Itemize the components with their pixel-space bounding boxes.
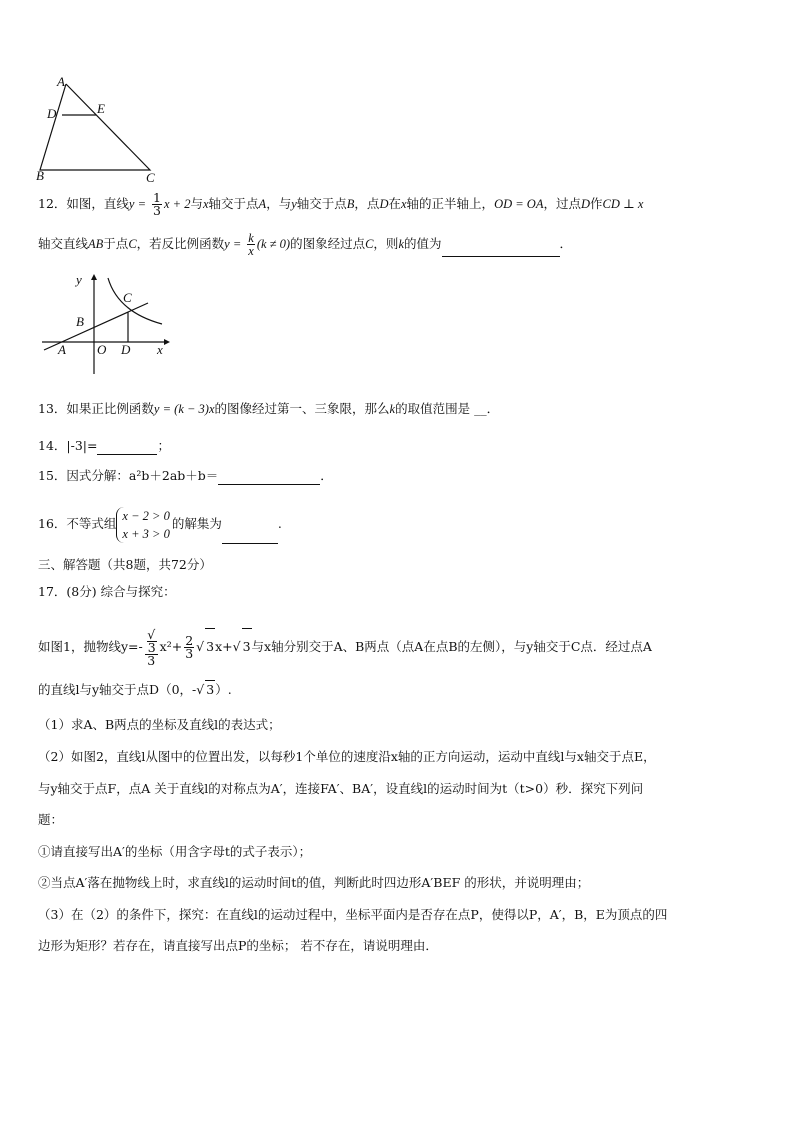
q16-text: 的解集为 (171, 516, 222, 531)
q12-func-cond: (k ≠ 0) (256, 237, 291, 251)
label-b: B (76, 314, 84, 329)
label-a: A (58, 342, 66, 357)
label-x: x (157, 342, 163, 357)
q17-frac-2-3 (184, 635, 194, 660)
q12-text: ，过点 (543, 196, 581, 211)
q12-text: ，点 (354, 196, 380, 211)
label-c: C (146, 170, 155, 184)
q17-text: ）. (215, 682, 232, 697)
q12-point-d: D (379, 197, 389, 211)
q12-eq-rest: x + 2 (163, 197, 191, 211)
q12-text: 如图，直线 (66, 196, 129, 211)
triangle-figure (30, 72, 170, 184)
q16 (38, 504, 282, 544)
y-axis-arrow (91, 274, 97, 280)
q12-text: 轴交于点 (208, 196, 259, 211)
q16-text: 不等式组 (66, 516, 117, 531)
q17-frac-sqrt3-3: √ 3 3 (145, 629, 158, 667)
q14-answer-blank (97, 440, 157, 455)
label-y: y (76, 272, 82, 287)
q12-cd-perp: CD ⊥ x (602, 197, 644, 211)
q15-text: ． (320, 468, 333, 483)
q12-text: 作 (590, 196, 603, 211)
q17-den3: 3 (185, 646, 194, 661)
q14-text: ； (157, 438, 170, 453)
q17-line2: 的直线l与y轴交于点D（0，-√ 3）. (38, 682, 232, 697)
q12-text: 于点 (103, 236, 129, 251)
q12-line2 (38, 232, 572, 257)
triangle-outline (40, 84, 150, 170)
q12-line1 (38, 192, 643, 217)
q17-sqrt3: 3 (206, 682, 215, 697)
q17-text: x²+ (159, 639, 183, 654)
q13-equation: y = (k − 3)x (153, 402, 215, 416)
label-o: O (97, 342, 107, 357)
q16-answer-blank (222, 529, 278, 544)
q12-ab: AB (88, 237, 104, 251)
q15 (38, 467, 333, 485)
q17-part2-sub2: ②当点A′落在抛物线上时，求直线l的运动时间t的值，判断此时四边形A′BEF 的形状，并说明理由； (38, 875, 590, 890)
q16-inequality-system (116, 507, 169, 543)
label-e: E (97, 101, 105, 116)
q15-number: 15． (38, 468, 67, 483)
x-axis-arrow (164, 339, 170, 345)
q12-x: x (400, 197, 407, 211)
q13-number: 13． (38, 401, 67, 416)
q17-line1: 如图1，抛物线y=- √ 3 3 x²+ $\frac{2}{3}$ √ 3x+√ 3与x轴分别交于A、B两点（点A在点B的左侧），与y轴交于C点．经过点A (38, 626, 652, 668)
section-heading: 三、解答题（共8题，共72分） (38, 557, 212, 572)
q12-text: 与 (190, 196, 203, 211)
q14 (38, 437, 170, 455)
q12-func-fraction (247, 232, 255, 257)
q12-fraction (152, 192, 162, 217)
q13-text: 如果正比例函数 (66, 401, 154, 416)
q17-part2-line1: （2）如图2，直线l从图中的位置出发，以每秒1个单位的速度沿x轴的正方向运动，运动中直线l与x轴交于点E， (38, 749, 656, 764)
q12-text: 的图象经过点 (290, 236, 366, 251)
q16-text: . (277, 516, 282, 531)
q12-func-den: x (248, 244, 254, 258)
q12-point-c: C (365, 237, 374, 251)
q17-sqrt3: 3 (205, 628, 215, 665)
q17-sqrt3: 3 (147, 639, 156, 655)
label-b: B (36, 168, 44, 183)
q16-ineq2: x + 3 > 0 (122, 526, 170, 541)
q12-text: ，与 (266, 196, 292, 211)
label-a: A (57, 74, 65, 89)
q12-text: ，则 (373, 236, 399, 251)
q12-text: 轴交于点 (296, 196, 347, 211)
q12-number: 12． (38, 196, 67, 211)
q16-ineq1: x − 2 > 0 (122, 508, 170, 523)
q12-frac-den: 3 (153, 203, 161, 218)
q12-func-y: y = (224, 237, 242, 251)
q12-answer-blank (442, 242, 560, 257)
q12-frac-num: 1 (153, 190, 161, 205)
q17-part3-line2: 边形为矩形？若存在，请直接写出点P的坐标； 若不存在，请说明理由． (38, 938, 438, 953)
q12-eq-y: y = (128, 197, 147, 211)
q12-y: y (291, 197, 297, 211)
q17-two: 2 (185, 633, 194, 648)
q17-part2-line2: 与y轴交于点F，点A 关于直线l的对称点为A′，连接FA′、BA′，设直线l的运动时间为t（t>0）秒．探究下列问 (38, 781, 644, 796)
q13-k: k (389, 402, 396, 416)
q17-heading: 17．(8分) 综合与探究： (38, 584, 176, 599)
q13 (38, 400, 499, 418)
q12-text: ，若反比例函数 (136, 236, 225, 251)
q15-answer-blank (218, 470, 320, 485)
q17-den3: 3 (147, 652, 156, 668)
label-d: D (121, 342, 131, 357)
q17-text: 与x轴分别交于A、B两点（点A在点B的左侧），与y轴交于C点．经过点A (251, 639, 652, 654)
q17-text: 如图1，抛物线y=- (38, 639, 143, 654)
q12-text: 轴的正半轴上， (406, 196, 495, 211)
q12-text: 在 (388, 196, 401, 211)
q13-text: 的取值范围是 __． (395, 401, 500, 416)
label-c: C (123, 290, 132, 305)
q17-part2-sub1: ①请直接写出A′的坐标（用含字母t的式子表示）； (38, 844, 312, 859)
q12-text: ． (559, 236, 573, 251)
label-d: D (47, 106, 57, 121)
q13-text: 的图像经过第一、三象限，那么 (214, 401, 390, 416)
graph-figure (36, 270, 176, 380)
q14-number: 14． (38, 438, 67, 453)
q12-point-d: D (580, 197, 591, 211)
q17-part2-line3: 题： (38, 812, 64, 827)
q12-point-b: B (346, 197, 355, 211)
q16-number: 16． (38, 516, 67, 531)
q12-x: x (202, 197, 209, 211)
q17-text: x+ (215, 639, 233, 654)
q17-part1: （1）求A、B两点的坐标及直线l的表达式； (38, 717, 281, 732)
q17-text: 的直线l与y轴交于点D（0，- (38, 682, 197, 697)
q12-point-a: A (258, 197, 267, 211)
q12-text: 轴交直线 (38, 236, 89, 251)
q12-k: k (398, 237, 404, 251)
q12-text: 的值为 (404, 236, 442, 251)
q17-sqrt3: 3 (242, 628, 252, 665)
q12-func-num: k (248, 231, 254, 245)
q15-text: 因式分解：a²b＋2ab＋b＝ (66, 468, 219, 483)
q12-point-c: C (128, 237, 137, 251)
q12-od-eq: OD = OA (494, 197, 544, 211)
q14-text: |-3|= (66, 438, 98, 453)
q17-part3-line1: （3）在（2）的条件下，探究：在直线l的运动过程中，坐标平面内是否存在点P，使得以P，A′，B，E为顶点的四 (38, 907, 668, 922)
